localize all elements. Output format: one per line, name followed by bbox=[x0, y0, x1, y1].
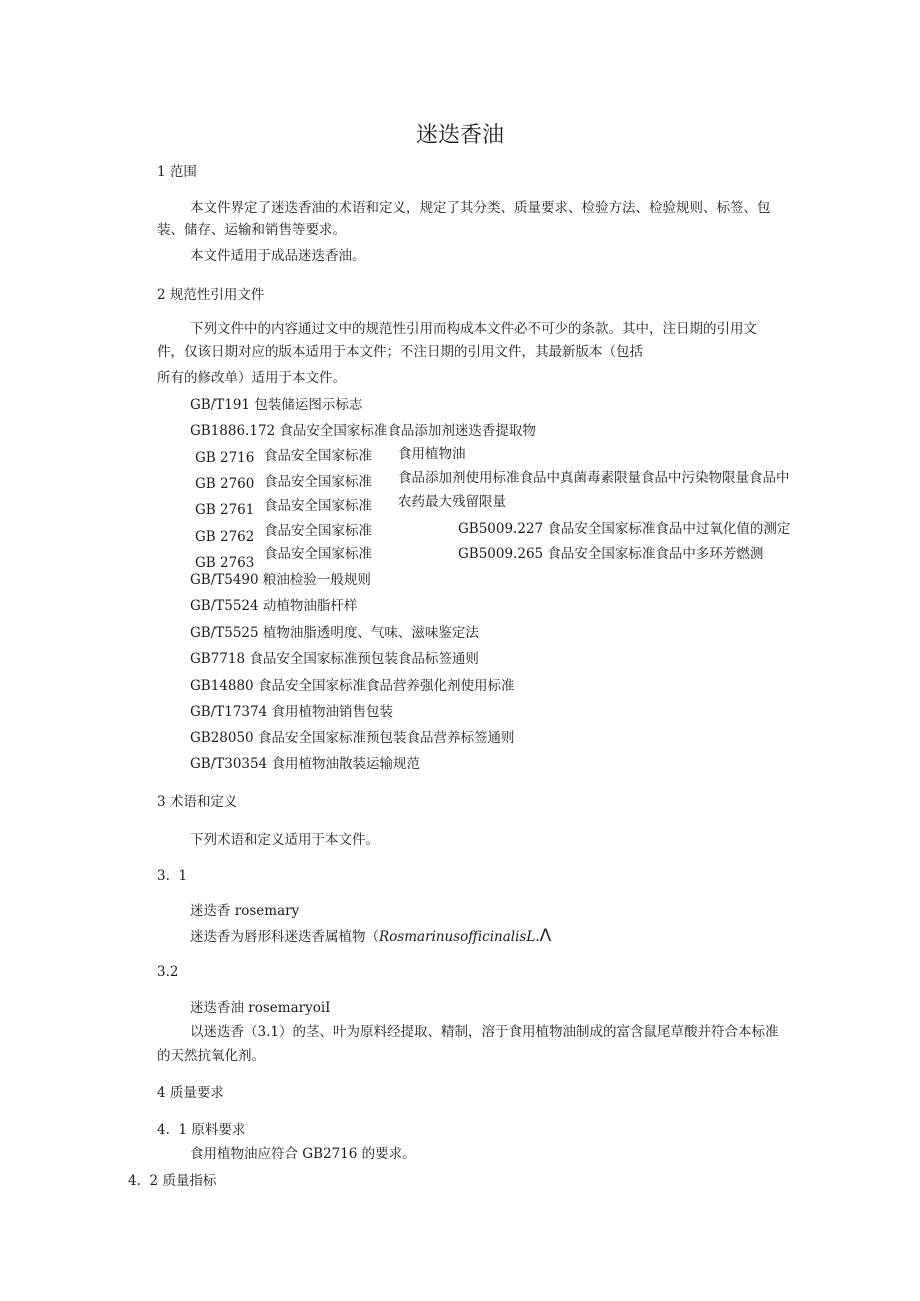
section-1-para-1-line-2: 装、储存、运输和销售等要求。 bbox=[157, 222, 346, 238]
ref-table-name: 食品安全国家标准 bbox=[264, 474, 372, 490]
section-1-heading: 1 范围 bbox=[157, 164, 197, 180]
section-2-para-line-1: 下列文件中的内容通过文中的规范性引用而构成本文件必不可少的条款。其中，注日期的引用文 bbox=[190, 321, 757, 337]
section-3-intro: 下列术语和定义适用于本文件。 bbox=[190, 832, 379, 848]
ref-table-code: GB 2762 bbox=[195, 529, 255, 545]
ref-table-code: GB 2761 bbox=[195, 502, 255, 518]
reference-item: GB/T5490 粮油检验一般规则 bbox=[190, 572, 371, 588]
term-2-name: 迷迭香油 rosemaryoiI bbox=[190, 1000, 331, 1016]
section-4-2-heading: 4. 2 质量指标 bbox=[128, 1173, 217, 1189]
ref-table-text-1: 食用植物油 bbox=[398, 446, 466, 462]
ref-table-code: GB 2716 bbox=[195, 450, 255, 466]
ref-table-name: 食品安全国家标准 bbox=[264, 498, 372, 514]
section-4-1-text: 食用植物油应符合 GB2716 的要求。 bbox=[190, 1146, 416, 1162]
section-2-para-line-3: 所有的修改单）适用于本文件。 bbox=[157, 370, 346, 386]
section-4-1-heading: 4. 1 原料要求 bbox=[157, 1122, 246, 1138]
reference-item: GB/T191 包装储运图示标志 bbox=[190, 397, 363, 413]
reference-item: GB7718 食品安全国家标准预包装食品标签通则 bbox=[190, 651, 479, 667]
reference-item: GB1886.172 食品安全国家标准食品添加剂迷迭香提取物 bbox=[190, 423, 536, 439]
ref-table-text-5: GB5009.265 食品安全国家标准食品中多环芳燃测 bbox=[458, 546, 764, 562]
term-1-definition bbox=[190, 926, 551, 947]
ref-table-name: 食品安全国家标准 bbox=[264, 546, 372, 562]
term-1-name: 迷迭香 rosemary bbox=[190, 903, 300, 919]
term-1-def-end: Λ bbox=[539, 926, 552, 946]
section-1-para-1-line-1: 本文件界定了迷迭香油的术语和定义，规定了其分类、质量要求、检验方法、检验规则、标签、包 bbox=[190, 200, 771, 216]
section-2-para-line-2: 件，仅该日期对应的版本适用于本文件；不注日期的引用文件，其最新版本（包括 bbox=[157, 344, 643, 360]
ref-table-text-2: 食品添加剂使用标准食品中真菌毒素限量食品中污染物限量食品中 bbox=[398, 470, 790, 486]
reference-item: GB/T5524 动植物油脂杆样 bbox=[190, 598, 358, 614]
reference-item: GB28050 食品安全国家标准预包装食品营养标签通则 bbox=[190, 730, 515, 746]
term-1-def-text: 迷迭香为唇形科迷迭香属植物（ bbox=[190, 929, 379, 945]
term-2-number: 3.2 bbox=[157, 964, 179, 980]
term-1-latin-name: RosmarinusofficinalisL. bbox=[379, 929, 540, 945]
ref-table-text-4: GB5009.227 食品安全国家标准食品中过氧化值的测定 bbox=[458, 521, 791, 537]
section-3-heading: 3 术语和定义 bbox=[157, 794, 238, 810]
section-4-heading: 4 质量要求 bbox=[157, 1085, 224, 1101]
ref-table-name: 食品安全国家标准 bbox=[264, 448, 372, 464]
section-1-para-2: 本文件适用于成品迷迭香油。 bbox=[190, 248, 366, 264]
ref-table-code: GB 2760 bbox=[195, 476, 255, 492]
reference-item: GB/T5525 植物油脂透明度、气味、滋味鉴定法 bbox=[190, 625, 479, 641]
term-2-definition-line-1: 以迷迭香（3.1）的茎、叶为原料经提取、精制，溶于食用植物油制成的富含鼠尾草酸并符合本标准 bbox=[190, 1024, 779, 1040]
ref-table-text-3: 农药最大残留限量 bbox=[398, 494, 506, 510]
reference-item: GB14880 食品安全国家标准食品营养强化剂使用标准 bbox=[190, 678, 515, 694]
ref-table-code-clipped: GB 2763 bbox=[195, 555, 255, 569]
term-2-definition-line-2: 的天然抗氧化剂。 bbox=[157, 1048, 265, 1064]
section-2-heading: 2 规范性引用文件 bbox=[157, 287, 265, 303]
document-title: 迷迭香油 bbox=[415, 123, 504, 148]
reference-item: GB/T17374 食用植物油销售包装 bbox=[190, 704, 393, 720]
term-1-number: 3. 1 bbox=[157, 868, 188, 884]
reference-item: GB/T30354 食用植物油散装运输规范 bbox=[190, 756, 420, 772]
ref-table-name: 食品安全国家标准 bbox=[264, 523, 372, 539]
